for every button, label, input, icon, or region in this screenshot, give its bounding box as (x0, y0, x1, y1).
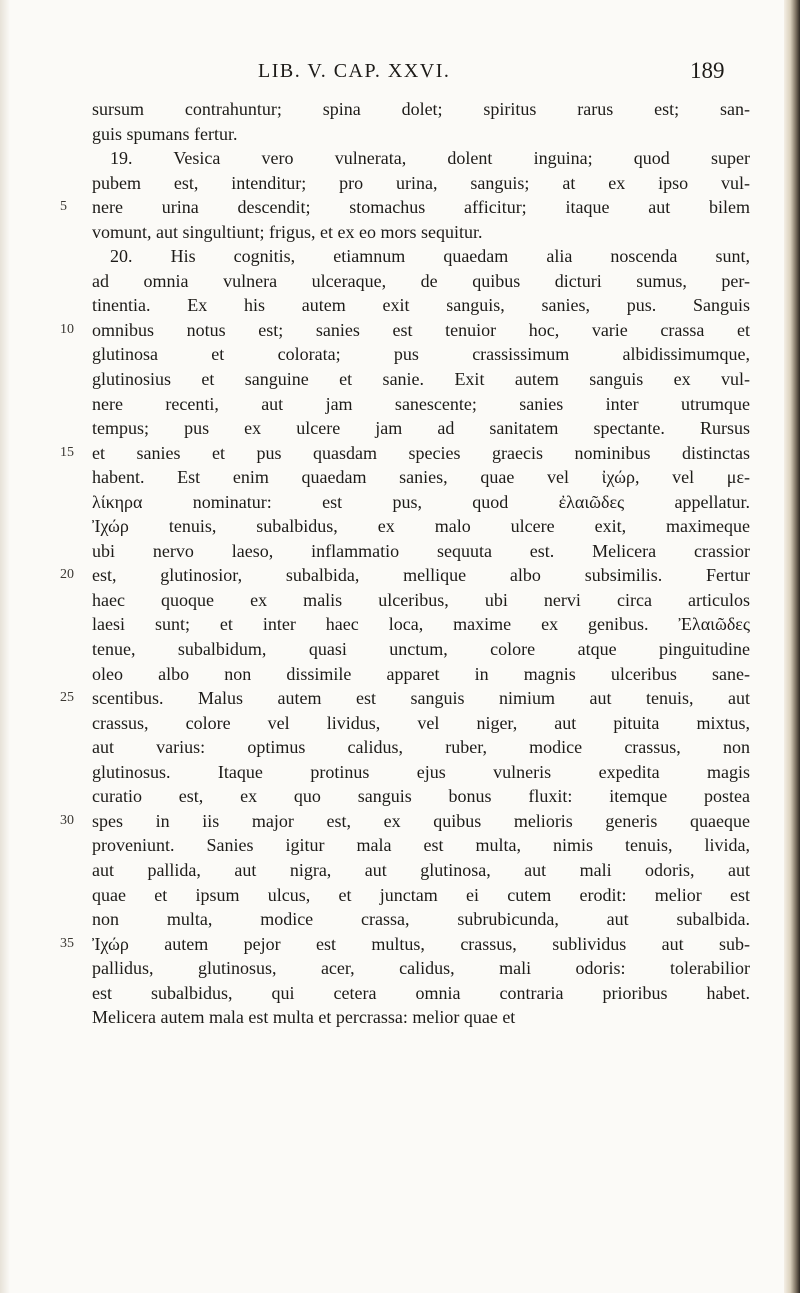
line-text: glutinosa et colorata; pus crassissimum albidissimumque, (92, 344, 750, 365)
line-number: 30 (60, 812, 74, 828)
text-line (60, 907, 750, 932)
text-line (60, 637, 750, 662)
line-text: scentibus. Malus autem est sanguis nimium aut tenuis, aut (92, 688, 750, 709)
text-line (60, 146, 750, 171)
text-line (60, 195, 750, 220)
text-line (60, 809, 750, 834)
text-line (60, 956, 750, 981)
text-line (60, 858, 750, 883)
line-text: Ἰχώρ tenuis, subalbidus, ex malo ulcere exit, maximeque (92, 516, 750, 537)
text-line (60, 416, 750, 441)
line-text: est subalbidus, qui cetera omnia contraria prioribus habet. (92, 982, 750, 1003)
text-line (60, 981, 750, 1006)
body-text (60, 97, 750, 1030)
line-text: est, glutinosior, subalbida, mellique albo subsimilis. Fertur (92, 565, 750, 586)
text-line (60, 171, 750, 196)
line-text: guis spumans fertur. (92, 123, 238, 144)
line-text: non multa, modice crassa, subrubicunda, aut subalbida. (92, 909, 750, 930)
line-text: spes in iis major est, ex quibus melioris generis quaeque (92, 810, 750, 831)
page-number: 189 (690, 58, 725, 83)
text-line (60, 220, 750, 245)
text-line (60, 662, 750, 687)
running-title: LIB. V. CAP. XXVI. (258, 60, 451, 82)
line-text: crassus, colore vel lividus, vel niger, aut pituita mixtus, (92, 712, 750, 733)
text-line (60, 883, 750, 908)
line-number: 15 (60, 444, 74, 460)
running-head (0, 60, 800, 88)
line-text: nere recenti, aut jam sanescente; sanies inter utrumque (92, 393, 750, 414)
text-line (60, 367, 750, 392)
text-line (60, 392, 750, 417)
line-text: Melicera autem mala est multa et percrassa: melior quae et (92, 1007, 516, 1028)
line-text: tenue, subalbidum, quasi unctum, colore atque pinguitudine (92, 639, 750, 660)
line-number: 25 (60, 690, 74, 706)
page-edge-shadow (784, 0, 800, 1293)
text-line (60, 735, 750, 760)
text-line (60, 760, 750, 785)
text-line (60, 833, 750, 858)
text-line (60, 612, 750, 637)
line-text: 20. His cognitis, etiamnum quaedam alia noscenda sunt, (110, 246, 750, 267)
text-line (60, 318, 750, 343)
line-text: aut pallida, aut nigra, aut glutinosa, aut mali odoris, aut (92, 859, 750, 880)
text-line (60, 342, 750, 367)
text-line (60, 539, 750, 564)
text-line (60, 1005, 750, 1030)
line-text: glutinosius et sanguine et sanie. Exit autem sanguis ex vul- (92, 369, 750, 390)
line-number: 5 (60, 199, 67, 215)
line-text: λίκηρα nominatur: est pus, quod ἐλαιῶδες appellatur. (92, 491, 750, 512)
text-line (60, 269, 750, 294)
line-text: glutinosus. Itaque protinus ejus vulneris expedita magis (92, 761, 750, 782)
line-text: et sanies et pus quasdam species graecis nominibus distinctas (92, 442, 750, 463)
text-line (60, 686, 750, 711)
line-text: haec quoque ex malis ulceribus, ubi nervi circa articulos (92, 589, 750, 610)
text-line (60, 441, 750, 466)
text-line (60, 784, 750, 809)
line-text: habent. Est enim quaedam sanies, quae vel ἰχώρ, vel με- (92, 467, 750, 488)
text-line (60, 563, 750, 588)
line-text: pallidus, glutinosus, acer, calidus, mali odoris: tolerabilior (92, 958, 750, 979)
line-text: Ἰχώρ autem pejor est multus, crassus, sublividus aut sub- (92, 933, 750, 954)
line-text: tinentia. Ex his autem exit sanguis, sanies, pus. Sanguis (92, 295, 750, 316)
line-text: quae et ipsum ulcus, et junctam ei cutem erodit: melior est (92, 884, 750, 905)
line-number: 35 (60, 935, 74, 951)
text-line (60, 932, 750, 957)
line-text: ad omnia vulnera ulceraque, de quibus dicturi sumus, per- (92, 270, 750, 291)
text-line (60, 711, 750, 736)
line-text: omnibus notus est; sanies est tenuior hoc, varie crassa et (92, 319, 750, 340)
text-line (60, 293, 750, 318)
line-text: oleo albo non dissimile apparet in magnis ulceribus sane- (92, 663, 750, 684)
line-text: ubi nervo laeso, inflammatio sequuta est. Melicera crassior (92, 540, 750, 561)
line-text: 19. Vesica vero vulnerata, dolent inguina; quod super (110, 148, 750, 169)
text-line (60, 490, 750, 515)
line-text: sursum contrahuntur; spina dolet; spiritus rarus est; san- (92, 99, 750, 119)
line-text: pubem est, intenditur; pro urina, sanguis; at ex ipso vul- (92, 172, 750, 193)
line-text: aut varius: optimus calidus, ruber, modice crassus, non (92, 737, 750, 758)
text-line (60, 122, 750, 147)
line-text: vomunt, aut singultiunt; frigus, et ex eo mors sequitur. (92, 221, 483, 242)
line-text: proveniunt. Sanies igitur mala est multa, nimis tenuis, livida, (92, 835, 750, 856)
line-number: 20 (60, 567, 74, 583)
text-line (60, 588, 750, 613)
page-gutter-shadow (0, 0, 10, 1293)
text-line (60, 97, 750, 122)
text-line (60, 244, 750, 269)
line-text: tempus; pus ex ulcere jam ad sanitatem spectante. Rursus (92, 418, 750, 439)
text-line (60, 465, 750, 490)
line-text: nere urina descendit; stomachus afficitur; itaque aut bilem (92, 197, 750, 218)
line-text: laesi sunt; et inter haec loca, maxime ex genibus. Ἐλαιῶδες (92, 614, 750, 635)
line-number: 10 (60, 321, 74, 337)
text-line (60, 514, 750, 539)
line-text: curatio est, ex quo sanguis bonus fluxit: itemque postea (92, 786, 750, 807)
